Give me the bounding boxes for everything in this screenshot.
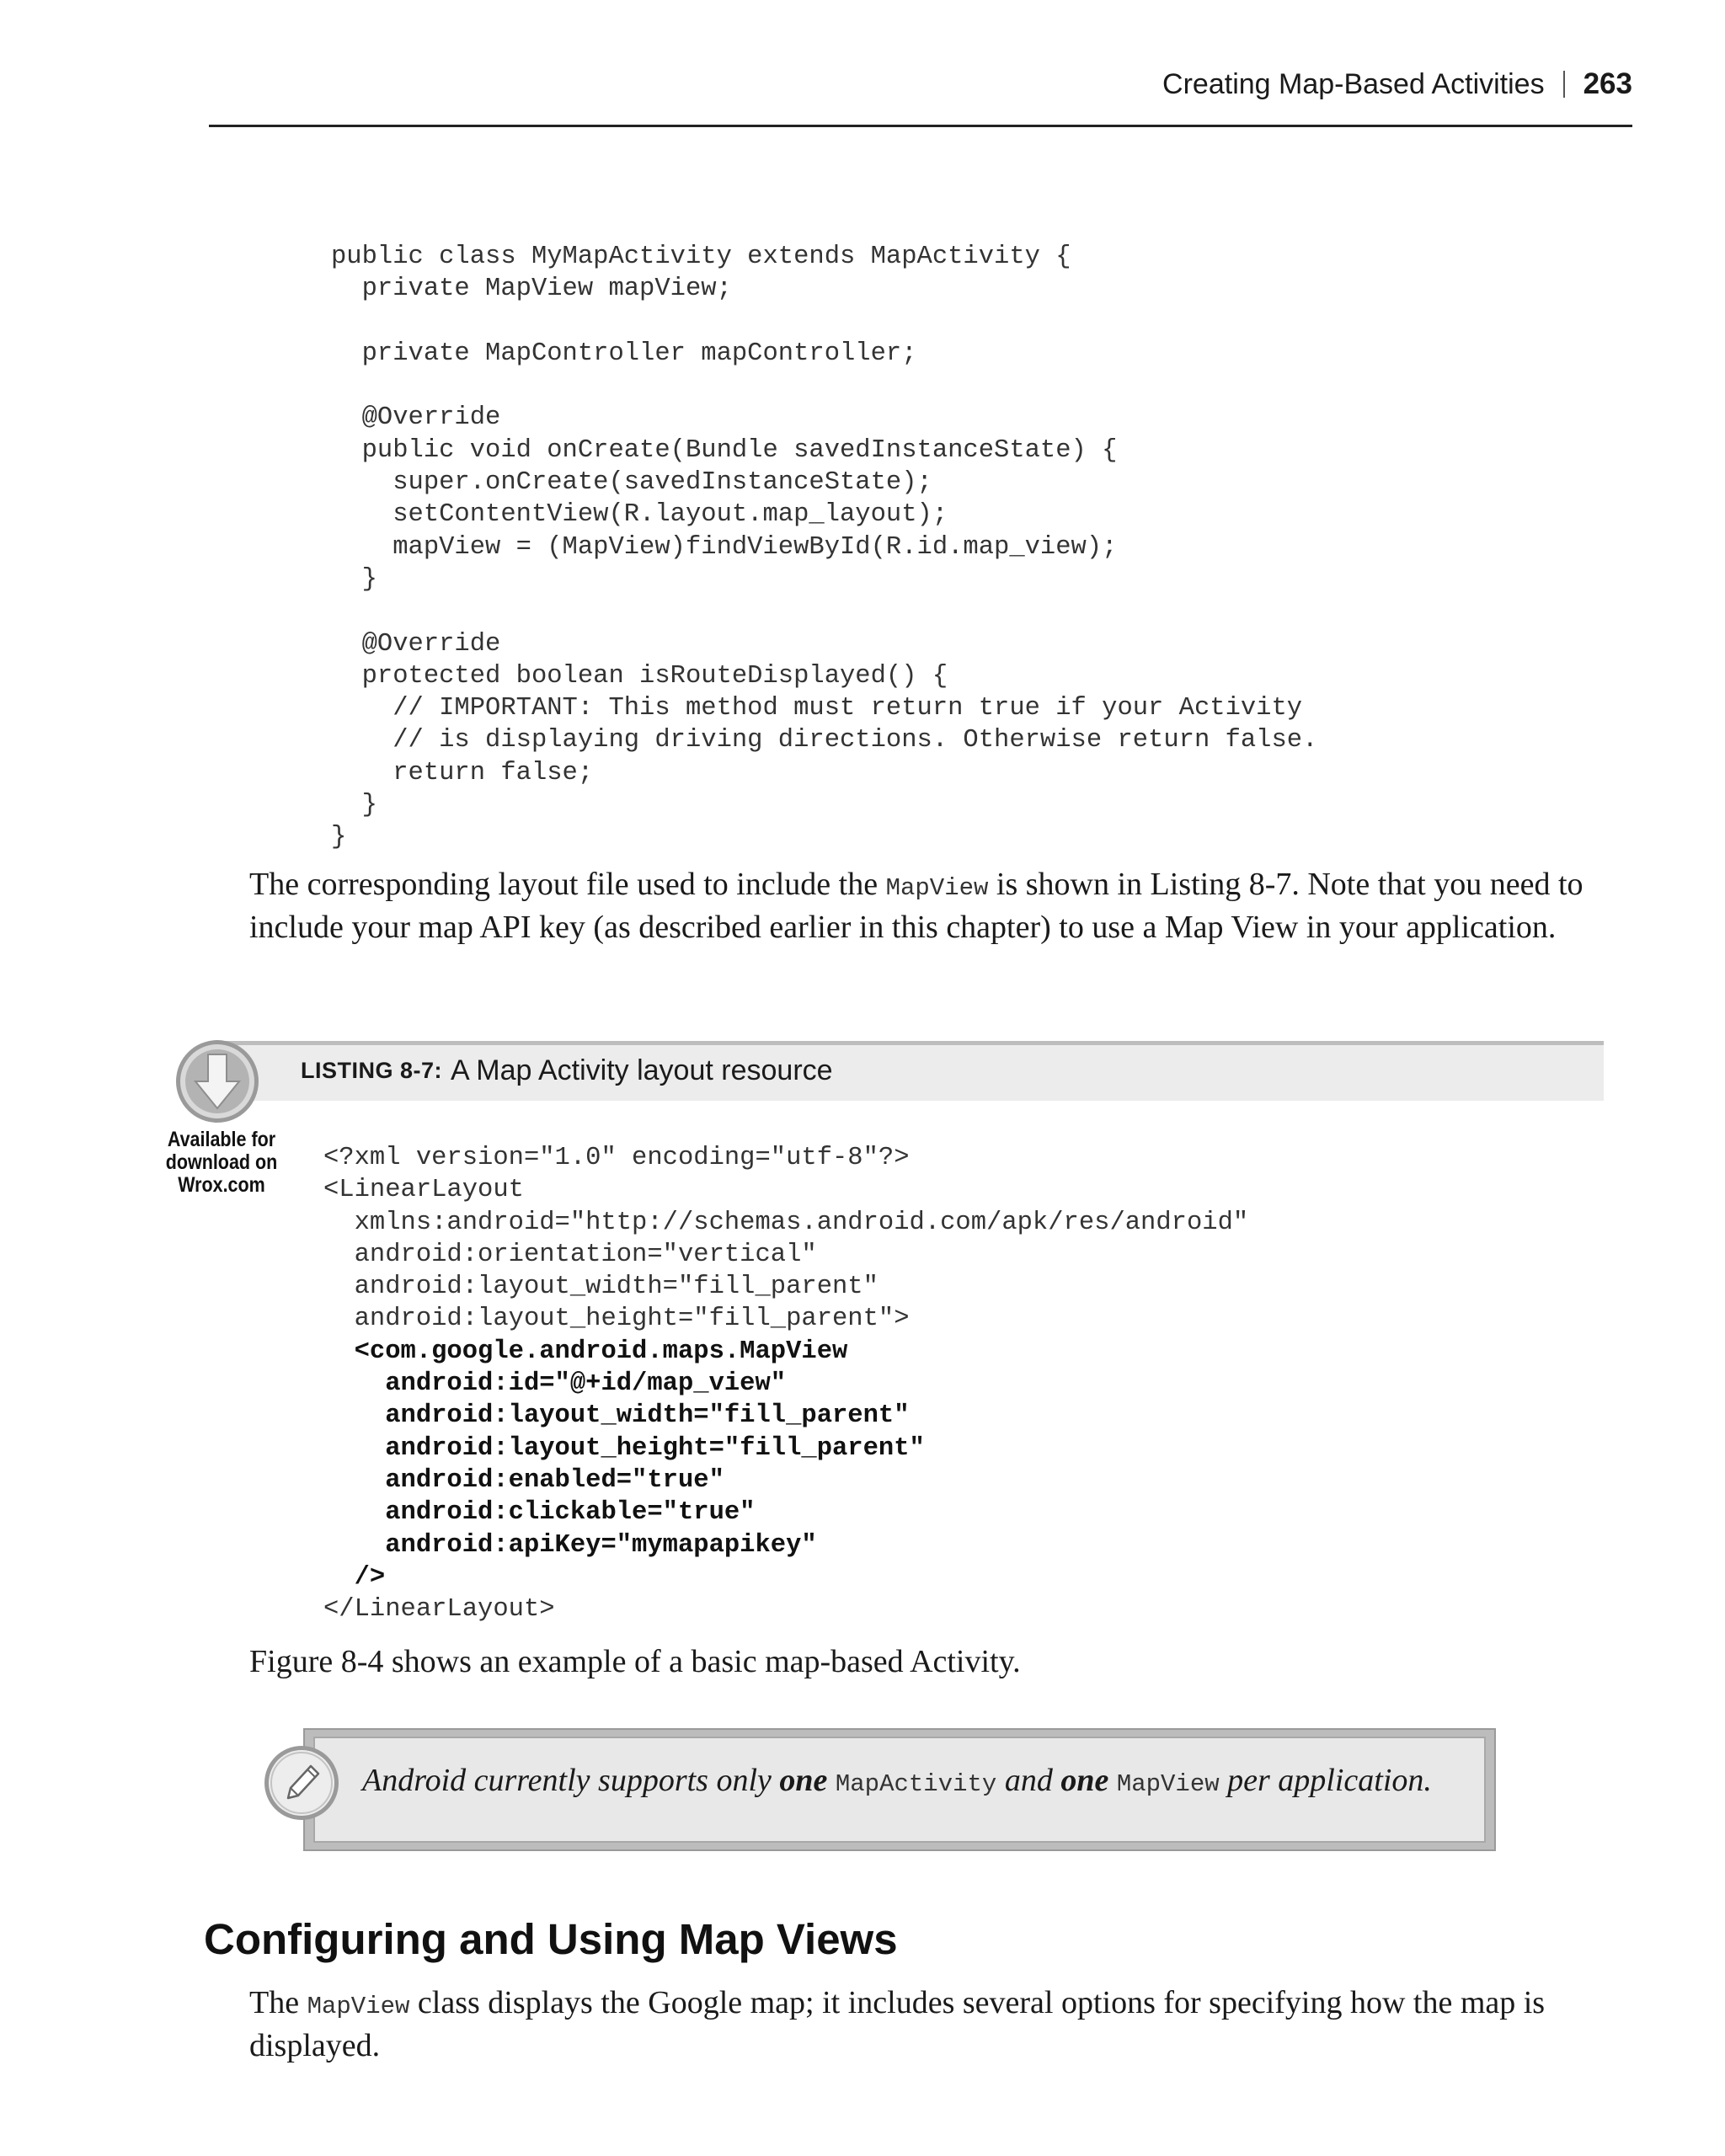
download-availability-note: Available for download on Wrox.com [165, 1128, 278, 1197]
code-block-activity: public class MyMapActivity extends MapActivity { private MapView mapView; private MapController mapController; @Override public void onCreate(Bundle savedInstanceState) { super.onCreate(savedInstanceState); setContentView(R.layout.map_layout); mapView = (MapView)findViewById(R.id.map_view); } @Override protected boolean isRouteDisplayed() { // IMPORTANT: This method must return true if your Activity // is displaying driving directions. Otherwise return false. return false; } } [331, 243, 1318, 852]
note-emphasis: one [779, 1763, 828, 1798]
code-plain-end: </LinearLayout> [323, 1595, 555, 1625]
note-code: MapActivity [835, 1770, 997, 1798]
code-highlighted: <com.google.android.maps.MapView android:id="@+id/map_view" android:layout_width="fill_parent" android:layout_height="fill_parent" android:enabled="true" android:clickable="true" android:apiKey="mymapapikey" /> [354, 1337, 925, 1592]
note-text [362, 1760, 1482, 1805]
paragraph-mapview-intro [249, 1983, 1597, 2065]
note-code: MapView [1116, 1770, 1220, 1798]
listing-caption: A Map Activity layout resource [451, 1054, 833, 1086]
pencil-note-icon [263, 1744, 340, 1822]
header-separator [1563, 71, 1565, 98]
paragraph-text: The [249, 1985, 307, 2020]
paragraph-text: class displays the Google map; it includes several options for specifying how the map is displayed. [249, 1985, 1546, 2063]
header-rule [209, 125, 1632, 127]
paragraph-text: The corresponding layout file used to include the [249, 867, 886, 902]
code-block-layout [323, 1142, 1248, 1625]
note-text-part: Android currently supports only [362, 1763, 780, 1798]
paragraph-layout-intro [249, 865, 1597, 947]
paragraph-figure-ref: Figure 8-4 shows an example of a basic map-based Activity. [249, 1644, 1021, 1679]
note-text-part: per application. [1219, 1763, 1432, 1798]
section-heading: Configuring and Using Map Views [204, 1915, 898, 1963]
page-number: 263 [1583, 67, 1632, 100]
note-text-part: and [996, 1763, 1061, 1798]
paragraph-text: is shown in Listing 8-7. Note that you need to include your map API key (as described earlier in this chapter) to use a Map View in your application. [249, 867, 1583, 945]
running-header [1162, 62, 1632, 106]
code-plain: <?xml version="1.0" encoding="utf-8"?> <LinearLayout xmlns:android="http://schemas.android.com/apk/res/android" android:orientation="vertical" android:layout_width="fill_parent" android:layout_height="fill_parent"> [323, 1144, 1249, 1334]
note-emphasis: one [1060, 1763, 1109, 1798]
listing-label: LISTING 8-7: [301, 1057, 443, 1083]
inline-code: MapView [307, 1993, 410, 2020]
download-arrow-icon [174, 1038, 261, 1125]
inline-code: MapView [885, 874, 989, 902]
running-title: Creating Map-Based Activities [1162, 67, 1545, 100]
listing-title [301, 1049, 833, 1092]
